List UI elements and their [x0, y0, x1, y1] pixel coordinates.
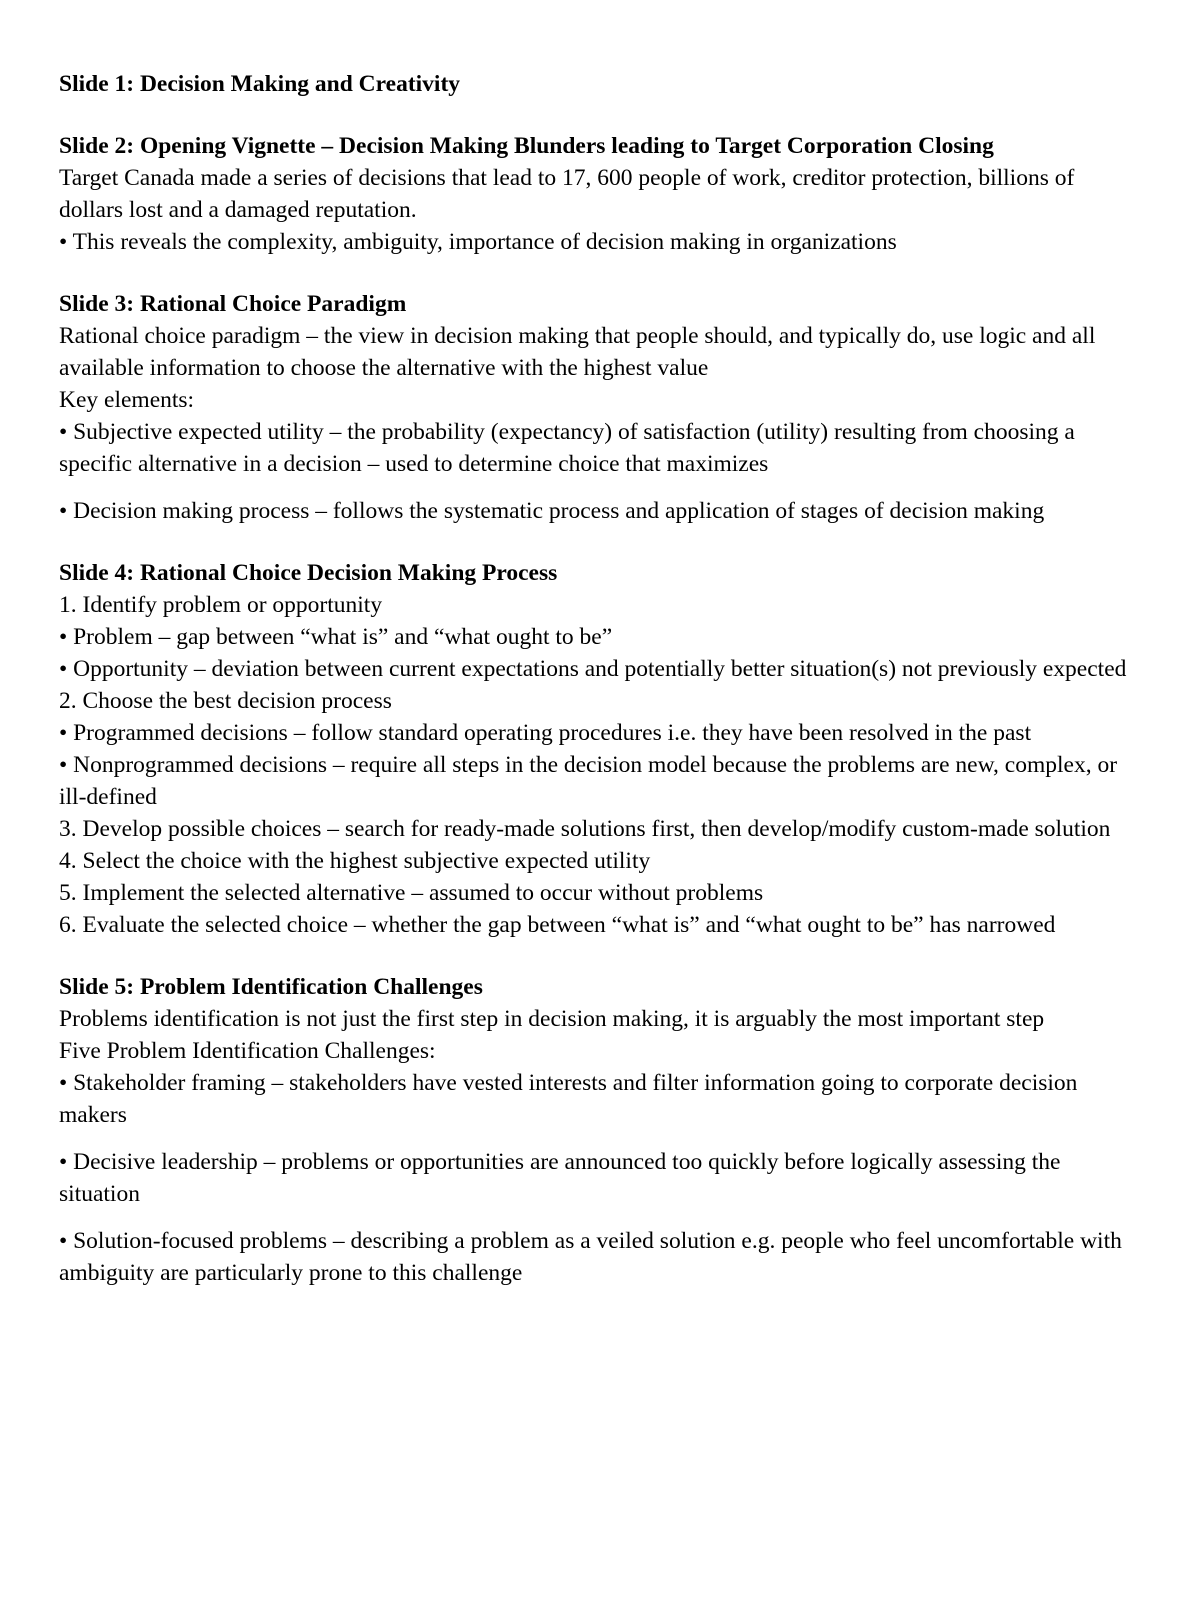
paragraph-line: Problems identification is not just the first step in decision making, it is arguably the most important step — [59, 1006, 1045, 1032]
bullet-line: • Problem – gap between “what is” and “what ought to be” — [59, 624, 613, 650]
section-heading: Slide 2: Opening Vignette – Decision Making Blunders leading to Target Corporation Closing — [59, 133, 994, 159]
document-body — [59, 68, 1144, 1319]
numbered-line: 6. Evaluate the selected choice – whether the gap between “what is” and “what ought to be” has narrowed — [59, 912, 1056, 938]
bullet-line: • Nonprogrammed decisions – require all steps in the decision model because the problems are new, complex, or ill-defined — [59, 752, 1118, 810]
bullet-line: • Decisive leadership – problems or opportunities are announced too quickly before logically assessing the situation — [59, 1149, 1061, 1207]
numbered-line: 3. Develop possible choices – search for ready-made solutions first, then develop/modify custom-made solution — [59, 816, 1111, 842]
numbered-line: 1. Identify problem or opportunity — [59, 592, 383, 618]
bullet-line: • Decision making process – follows the systematic process and application of stages of decision making — [59, 498, 1045, 524]
paragraph-line: Five Problem Identification Challenges: — [59, 1038, 436, 1064]
bullet-line: • Stakeholder framing – stakeholders have vested interests and filter information going to corporate decision makers — [59, 1070, 1078, 1128]
paragraph-line: Target Canada made a series of decisions that lead to 17, 600 people of work, creditor protection, billions of dollars lost and a damaged reputation. — [59, 165, 1075, 223]
bullet-line: • Programmed decisions – follow standard operating procedures i.e. they have been resolved in the past — [59, 720, 1032, 746]
bullet-line: • Subjective expected utility – the probability (expectancy) of satisfaction (utility) resulting from choosing a specific alternative in a decision – used to determine choice that maximizes — [59, 419, 1075, 477]
section-slide-3 — [59, 288, 1144, 527]
section-heading: Slide 1: Decision Making and Creativity — [59, 71, 461, 97]
section-slide-2 — [59, 130, 1144, 258]
numbered-line: 5. Implement the selected alternative – assumed to occur without problems — [59, 880, 764, 906]
paragraph-line: Key elements: — [59, 387, 195, 413]
bullet-line: • This reveals the complexity, ambiguity, importance of decision making in organizations — [59, 229, 897, 255]
bullet-line: • Opportunity – deviation between current expectations and potentially better situation(s) not previously expected — [59, 656, 1127, 682]
numbered-line: 4. Select the choice with the highest subjective expected utility — [59, 848, 651, 874]
bullet-line: • Solution-focused problems – describing a problem as a veiled solution e.g. people who feel uncomfortable with ambiguity are particularly prone to this challenge — [59, 1228, 1122, 1286]
section-heading: Slide 3: Rational Choice Paradigm — [59, 291, 407, 317]
section-slide-4 — [59, 557, 1144, 941]
section-heading: Slide 5: Problem Identification Challenges — [59, 974, 483, 1000]
section-heading: Slide 4: Rational Choice Decision Making Process — [59, 560, 558, 586]
section-slide-5 — [59, 971, 1144, 1289]
numbered-line: 2. Choose the best decision process — [59, 688, 392, 714]
section-slide-1 — [59, 68, 1144, 100]
paragraph-line: Rational choice paradigm – the view in decision making that people should, and typically do, use logic and all available information to choose the alternative with the highest value — [59, 323, 1096, 381]
